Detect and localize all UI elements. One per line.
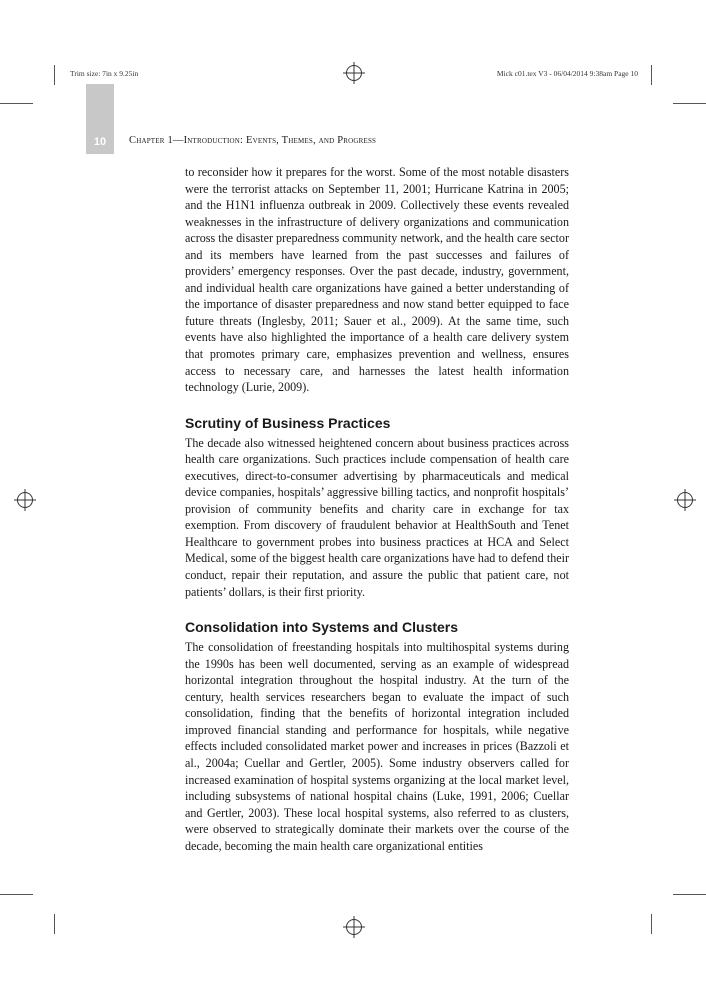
registration-mark-left-icon	[14, 489, 36, 511]
running-head: Chapter 1—Introduction: Events, Themes, and Progress	[129, 135, 377, 146]
crop-mark-bottom-right-v	[651, 914, 652, 934]
file-info-note: Mick c01.tex V3 - 06/04/2014 9:38am Page 10	[496, 69, 638, 78]
registration-mark-right-icon	[674, 489, 696, 511]
crop-mark-top-left-v	[54, 65, 55, 85]
consolidation-paragraph: The consolidation of freestanding hospitals into multihospital systems during the 1990s has been well documented, serving as an example of widespread horizontal integration throughout the hospital industry. At the turn of the century, health services researchers began to evaluate the impact of such consolidation, finding that the benefits of horizontal integration included improved financial standing and performance for hospitals, while negative effects included consolidated market power and increases in prices (Bazzoli et al., 2004a; Cuellar and Gertler, 2005). Some industry observers called for increased examination of hospital systems organizing at the local market level, including subsystems of national hospital chains (Luke, 1991, 2006; Cuellar and Gertler, 2003). These local hospital systems, also referred to as clusters, were observed to strategically dominate their markets over the course of the decade, becoming the main health care organizational entities	[185, 640, 569, 853]
registration-mark-top-icon	[343, 62, 365, 84]
crop-mark-top-right-v	[651, 65, 652, 85]
business-practices-paragraph: The decade also witnessed heightened concern about business practices across health care organizations. Such practices include compensation of health care executives, direct-to-consumer advertising by pharmaceuticals and medical device companies, hospitals’ aggressive billing tactics, and nonprofit hospitals’ provision of community benefits and charity care in exchange for tax exemption. From discovery of fraudulent behavior at HealthSouth and Tenet Healthcare to government probes into business practices at HCA and Select Medical, some of the biggest health care organizations have had to defend their conduct, repair their reputation, and assure the public that patient care, not patients’ dollars, is their first priority.	[185, 435, 569, 599]
crop-mark-bottom-left-v	[54, 914, 55, 934]
trim-size-note: Trim size: 7in x 9.25in	[70, 69, 139, 78]
intro-paragraph: to reconsider how it prepares for the worst. Some of the most notable disasters were the terrorist attacks on September 11, 2001; Hurricane Katrina in 2005; and the H1N1 influenza outbreak in 2009. Collectively these events revealed weaknesses in the infrastructure of delivery organizations and communication across the disaster preparedness community network, and the health care sector and its members have learned from the past successes and failures of providers’ emergency responses. Over the past decade, industry, government, and individual health care organizations have gained a better understanding of the importance of disaster preparedness and now stand better equipped to face future threats (Inglesby, 2011; Sauer et al., 2009). At the same time, such events have also highlighted the importance of a health care delivery system that promotes primary care, emphasizes prevention and wellness, ensures access to necessary care, and harnesses the latest health information technology (Lurie, 2009).	[185, 165, 569, 395]
crop-mark-top-right-h	[673, 103, 706, 104]
crop-mark-bottom-left-h	[0, 894, 33, 895]
section-heading-consolidation: Consolidation into Systems and Clusters	[185, 619, 459, 636]
section-heading-business-practices: Scrutiny of Business Practices	[185, 414, 391, 431]
crop-mark-bottom-right-h	[673, 894, 706, 895]
body-text	[185, 164, 569, 854]
crop-mark-top-left-h	[0, 103, 33, 104]
registration-mark-bottom-icon	[343, 916, 365, 938]
page-number: 10	[93, 136, 107, 148]
